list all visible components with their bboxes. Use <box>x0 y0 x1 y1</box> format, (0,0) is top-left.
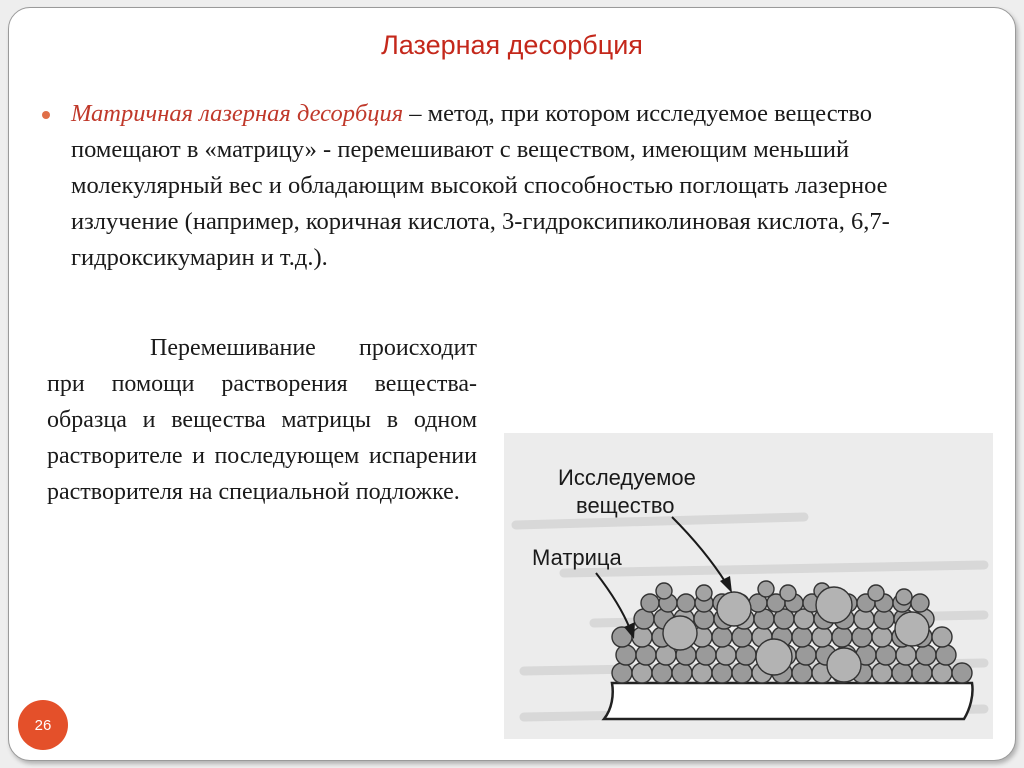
matrix-particle <box>641 594 659 612</box>
substrate-plate <box>604 683 973 719</box>
matrix-label: Матрица <box>532 545 622 570</box>
page-number-badge: 26 <box>18 700 68 750</box>
bullet-term: Матричная лазерная десорбция <box>71 100 404 127</box>
analyte-arrowhead-icon <box>720 576 732 593</box>
matrix-particle <box>911 594 929 612</box>
slide-title: Лазерная десорбция <box>381 30 643 60</box>
matrix-particle <box>872 627 892 647</box>
matrix-particle <box>852 627 872 647</box>
matrix-particle <box>758 581 774 597</box>
matrix-particle <box>796 645 816 665</box>
matrix-particle <box>692 663 712 683</box>
slide <box>8 7 1016 761</box>
matrix-particle <box>652 663 672 683</box>
matrix-particle <box>632 663 652 683</box>
matrix-particle <box>936 645 956 665</box>
analyte-molecule <box>895 612 929 646</box>
matrix-particle <box>672 663 692 683</box>
matrix-particle <box>876 645 896 665</box>
mixing-paragraph: Перемешивание происходит при помощи растворения вещества-образца и вещества матрицы в одном растворителе и последующем испарении растворителя на специальной подложке. <box>47 335 477 505</box>
matrix-particle <box>736 645 756 665</box>
matrix-particle <box>632 627 652 647</box>
matrix-particle <box>868 585 884 601</box>
matrix-particle <box>916 645 936 665</box>
matrix-particle <box>896 645 916 665</box>
matrix-particle <box>732 627 752 647</box>
matrix-particle <box>780 585 796 601</box>
analyte-molecule <box>717 592 751 626</box>
matrix-particle <box>716 645 736 665</box>
matrix-particle <box>872 663 892 683</box>
matrix-diagram <box>504 433 993 739</box>
bullet-paragraph <box>71 96 971 276</box>
analyte-molecule <box>663 616 697 650</box>
matrix-particle <box>677 594 695 612</box>
bullet-icon <box>42 111 50 119</box>
matrix-particle <box>656 583 672 599</box>
analyte-molecule <box>756 639 792 675</box>
matrix-particle <box>636 645 656 665</box>
analyte-label-line1: Исследуемое <box>558 465 696 490</box>
matrix-particle <box>832 627 852 647</box>
matrix-particle <box>696 645 716 665</box>
matrix-particle <box>712 663 732 683</box>
matrix-particle <box>696 585 712 601</box>
bullet-body: – метод, при котором исследуемое вещество помещают в «матрицу» - перемешивают с веществом, имеющим меньший молекулярный вес и обладающим высокой способностью поглощать лазерное излучение (например, коричная кислота, 3-гидроксипиколиновая кислота, 6,7-гидроксикумарин и т.д.). <box>71 100 890 271</box>
analyte-label-line2: вещество <box>576 493 675 518</box>
matrix-particle <box>932 627 952 647</box>
matrix-particle <box>792 663 812 683</box>
matrix-particle <box>892 663 912 683</box>
matrix-particle <box>952 663 972 683</box>
matrix-particle <box>612 663 632 683</box>
matrix-particle <box>792 627 812 647</box>
analyte-molecule <box>816 587 852 623</box>
matrix-particle <box>616 645 636 665</box>
matrix-particle <box>732 663 752 683</box>
matrix-particle <box>932 663 952 683</box>
matrix-particle <box>812 627 832 647</box>
matrix-particle <box>912 663 932 683</box>
analyte-molecule <box>827 648 861 682</box>
matrix-particle <box>896 589 912 605</box>
matrix-particle <box>712 627 732 647</box>
